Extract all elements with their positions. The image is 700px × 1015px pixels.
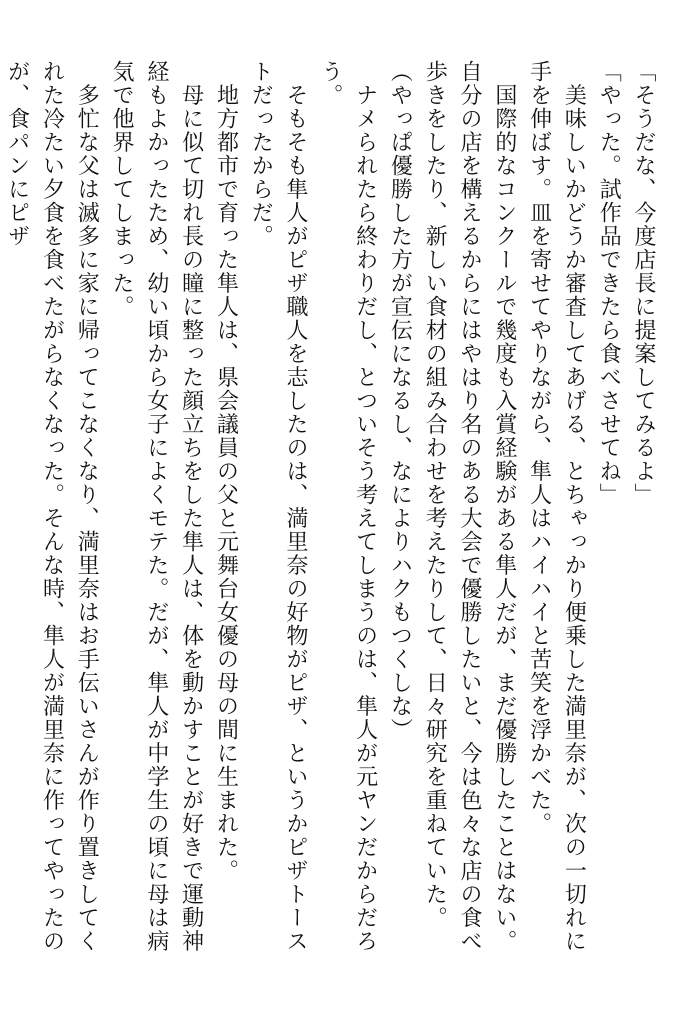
paragraph-9: 母に似て切れ長の瞳に整った顔立ちをした隼人は、体を動かすことが好きで運動神経もよかったため、幼い頃から女子によくモテた。だが、隼人が中学生の頃に母は病気で他界してしまった。: [109, 60, 204, 953]
paragraph-7: そもそも隼人がピザ職人を志したのは、満里奈の好物がピザ、というかピザトーストだったからだ。: [248, 60, 309, 953]
paragraph-8: 地方都市で育った隼人は、県会議員の父と元舞台女優の母の間に生まれた。: [213, 60, 239, 883]
paragraph-1: 「そうだな、今度店長に提案してみるよ」: [631, 60, 656, 507]
paragraph-5: （やっぱ優勝した方が宣伝になるし、なによりハクもつくしな）: [387, 60, 413, 742]
paragraph-4: 国際的なコンクールで幾度も入賞経験がある隼人だが、まだ優勝したことはない。自分の店を構えるからにはやはり名のある大会で優勝したいと、今は色々な店の食べ歩きをしたり、新しい食材の組み合わせを考えたりして、日々研究を重ねていた。: [422, 60, 517, 953]
paragraph-3: 美味しいかどうか審査してあげる、とちゃっかり便乗した満里奈が、次の一切れに手を伸ばす。皿を寄せてやりながら、隼人はハイハイと苦笑を浮かべた。: [526, 60, 587, 953]
paragraph-6: ナメられたら終わりだし、とついそう考えてしまうのは、隼人が元ヤンだからだろう。: [317, 60, 378, 953]
paragraph-2: 「やった。試作品できたら食べさせてね」: [596, 60, 622, 507]
vertical-text-body: [0, 60, 660, 960]
paragraph-10: 多忙な父は滅多に家に帰ってこなくなり、満里奈はお手伝いさんが作り置きしてくれた冷たい夕食を食べたがらなくなった。そんな時、隼人が満里奈に作ってやったのが、食パンにピザ: [4, 60, 100, 953]
